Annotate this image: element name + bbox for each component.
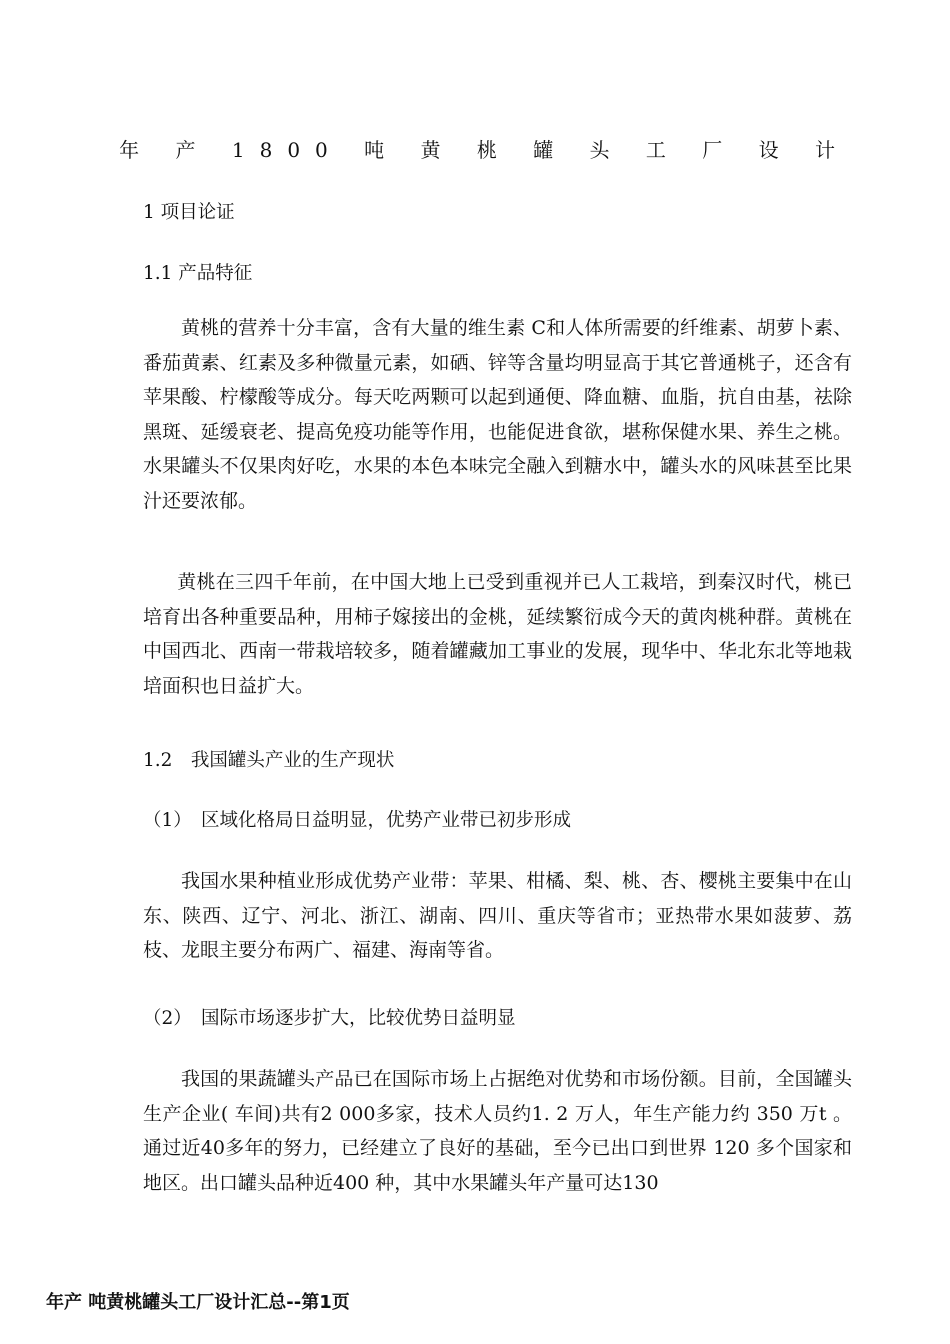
page-footer: 年产 吨黄桃罐头工厂设计汇总--第1页	[46, 1292, 350, 1313]
section-heading-1-2: 1.2 我国罐头产业的生产现状	[143, 750, 395, 771]
paragraph-peach-history: 黄桃在三四千年前，在中国大地上已受到重视并已人工栽培，到秦汉时代，桃已培育出各种重要品种，用柿子嫁接出的金桃，延续繁衍成今天的黄肉桃种群。黄桃在中国西北、西南一带栽培较多，随着罐藏加工事业的发展，现华中、华北东北等地栽培面积也日益扩大。	[143, 571, 852, 697]
section-heading-1-1: 1.1 产品特征	[143, 263, 253, 284]
list-item-1: （1） 区域化格局日益明显，优势产业带已初步形成	[143, 810, 572, 831]
paragraph-industry-belts: 我国水果种植业形成优势产业带：苹果、柑橘、梨、桃、杏、樱桃主要集中在山东、陕西、辽宁、河北、浙江、湖南、四川、重庆等省市；亚热带水果如菠萝、荔枝、龙眼主要分布两广、福建、海南等省。	[143, 870, 852, 961]
paragraph-international-market: 我国的果蔬罐头产品已在国际市场上占据绝对优势和市场份额。目前，全国罐头生产企业( 车间)共有2 000多家，技术人员约1. 2 万人，年生产能力约 350 万t 。通过近40多年的努力，已经建立了良好的基础，至今已出口到世界 120 多个国家和地区。出口罐头品种近400 种，其中水果罐头年产量可达130	[143, 1068, 852, 1194]
list-item-2: （2） 国际市场逐步扩大，比较优势日益明显	[143, 1008, 516, 1029]
section-heading-1: 1 项目论证	[143, 202, 235, 223]
paragraph-product-features: 黄桃的营养十分丰富，含有大量的维生素 C和人体所需要的纤维素、胡萝卜素、番茄黄素、红素及多种微量元素，如硒、锌等含量均明显高于其它普通桃子，还含有苹果酸、柠檬酸等成分。每天吃两颗可以起到通便、降血糖、血脂，抗自由基，祛除黑斑、延缓衰老、提高免疫功能等作用，也能促进食欲，堪称保健水果、养生之桃。水果罐头不仅果肉好吃，水果的本色本味完全融入到糖水中，罐头水的风味甚至比果汁还要浓郁。	[143, 317, 852, 512]
document-title: 年 产 1800 吨 黄 桃 罐 头 工 厂 设 计	[119, 138, 850, 162]
